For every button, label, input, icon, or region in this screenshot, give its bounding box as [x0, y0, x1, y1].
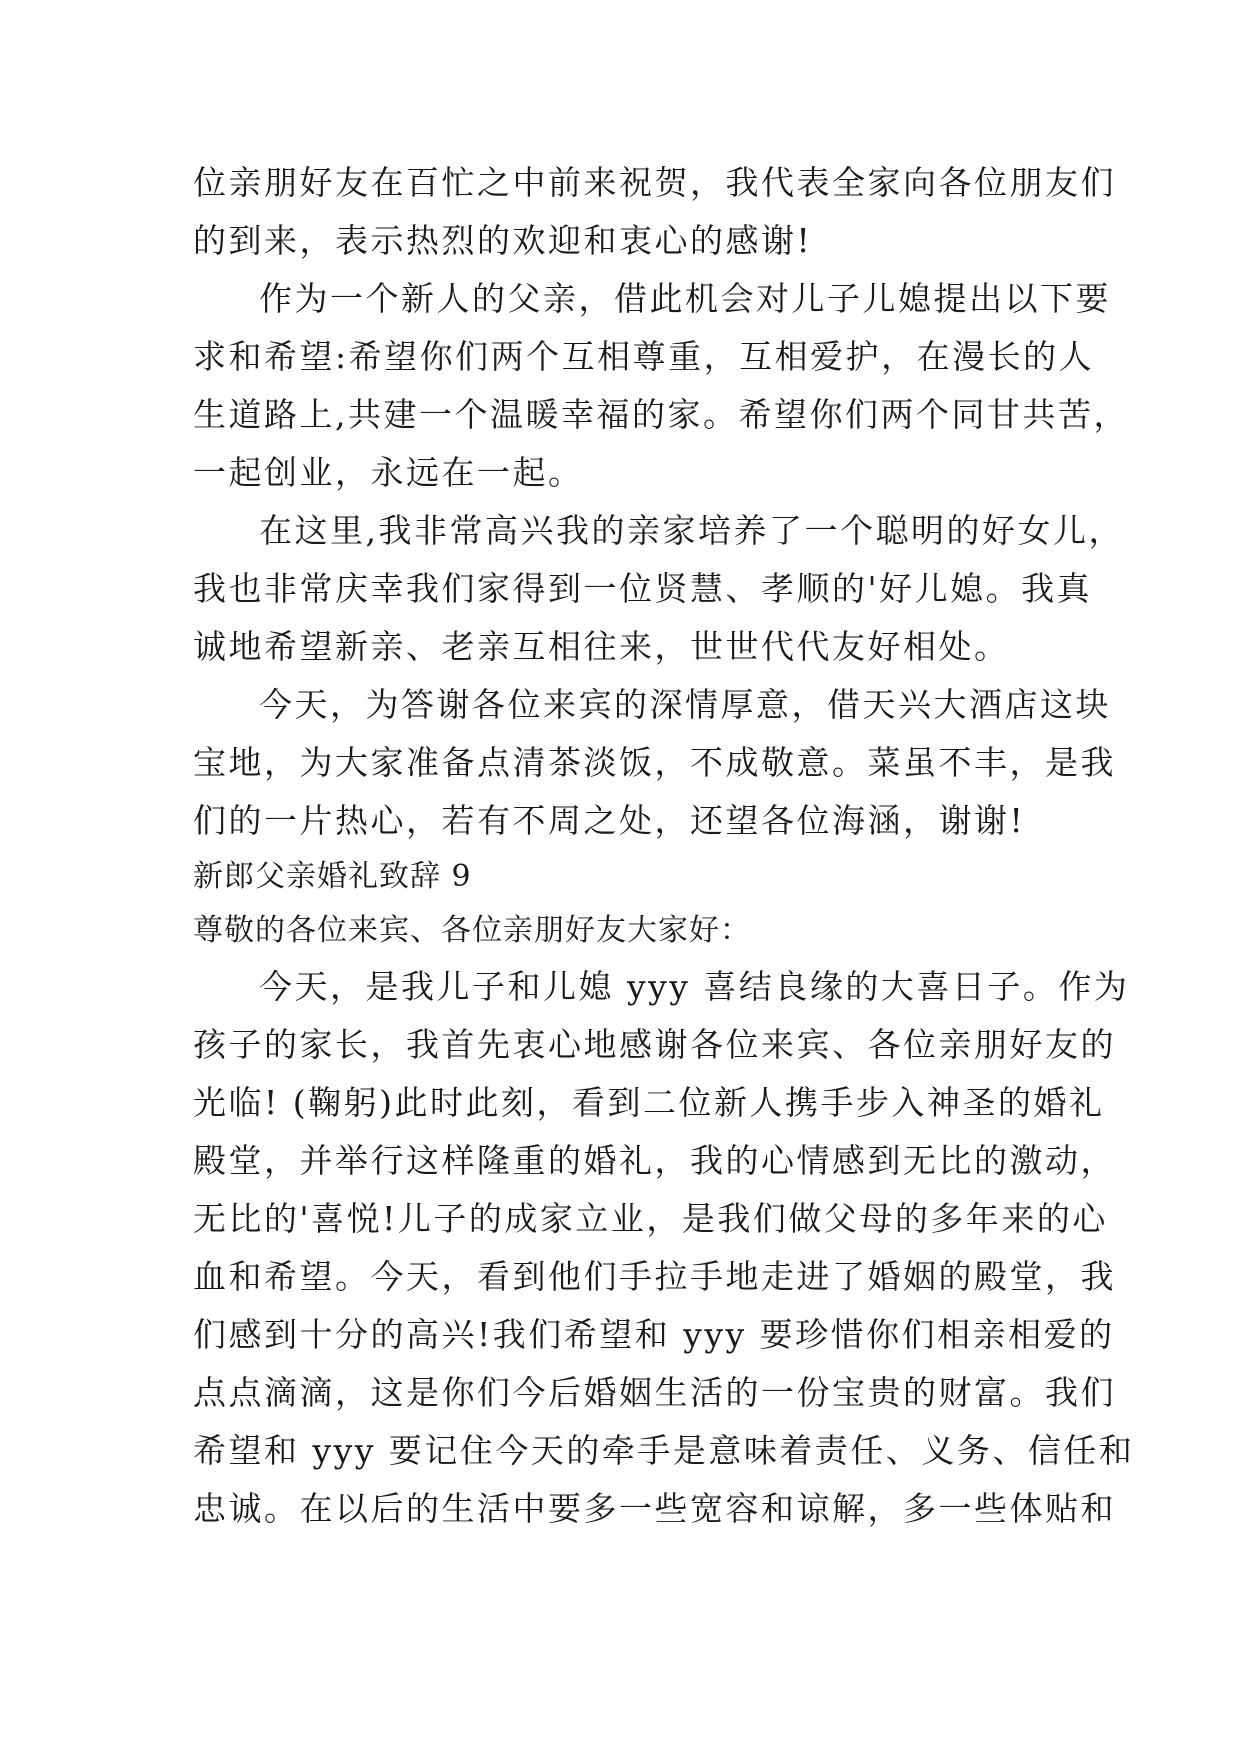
- text-line: 殿堂，并举行这样隆重的婚礼，我的心情感到无比的激动，: [193, 1141, 1116, 1180]
- text-line: 作为一个新人的父亲，借此机会对儿子儿媳提出以下要: [259, 279, 1111, 318]
- text-line: 光临! (鞠躬)此时此刻，看到二位新人携手步入神圣的婚礼: [193, 1083, 1105, 1122]
- text-line: 希望和 yyy 要记住今天的牵手是意味着责任、义务、信任和: [193, 1431, 1135, 1470]
- paragraph: [193, 958, 1135, 1538]
- text-line: 今天，是我儿子和儿媳 yyy 喜结良缘的大喜日子。作为: [259, 967, 1130, 1006]
- paragraph: [193, 676, 1116, 850]
- text-line: 生道路上,共建一个温暖幸福的家。希望你们两个同甘共苦，: [193, 395, 1129, 434]
- greeting: 尊敬的各位来宾、各位亲朋好友大家好：: [193, 913, 751, 948]
- text-line: 诚地希望新亲、老亲互相往来，世世代代友好相处。: [193, 627, 1010, 666]
- paragraph: [193, 502, 1124, 676]
- text-line: 无比的'喜悦!儿子的成家立业，是我们做父母的多年来的心: [193, 1199, 1108, 1238]
- text-line: 们的一片热心，若有不周之处，还望各位海涵，谢谢!: [193, 801, 1026, 840]
- text-line: 位亲朋好友在百忙之中前来祝贺，我代表全家向各位朋友们: [193, 163, 1116, 202]
- text-line: 孩子的家长，我首先衷心地感谢各位来宾、各位亲朋好友的: [193, 1025, 1116, 1064]
- text-line: 求和希望:希望你们两个互相尊重，互相爱护，在漫长的人: [193, 337, 1095, 376]
- text-line: 宝地，为大家准备点清茶淡饭，不成敬意。菜虽不丰，是我: [193, 743, 1116, 782]
- text-line: 点点滴滴，这是你们今后婚姻生活的一份宝贵的财富。我们: [193, 1373, 1116, 1412]
- text-line: 在这里,我非常高兴我的亲家培养了一个聪明的好女儿，: [259, 511, 1124, 550]
- text-line: 血和希望。今天，看到他们手拉手地走进了婚姻的殿堂，我: [193, 1257, 1116, 1296]
- text-line: 今天，为答谢各位来宾的深情厚意，借天兴大酒店这块: [259, 685, 1111, 724]
- text-line: 的到来，表示热烈的欢迎和衷心的感谢!: [193, 221, 813, 260]
- text-line: 们感到十分的高兴!我们希望和 yyy 要珍惜你们相亲相爱的: [193, 1315, 1115, 1354]
- section-title: 新郎父亲婚礼致辞 9: [193, 859, 472, 894]
- text-line: 一起创业，永远在一起。: [193, 453, 584, 492]
- text-line: 忠诚。在以后的生活中要多一些宽容和谅解，多一些体贴和: [193, 1489, 1116, 1528]
- paragraph: [193, 154, 1116, 270]
- document-body: [193, 154, 1135, 1538]
- paragraph: [193, 270, 1129, 502]
- text-line: 我也非常庆幸我们家得到一位贤慧、孝顺的'好儿媳。我真: [193, 569, 1093, 608]
